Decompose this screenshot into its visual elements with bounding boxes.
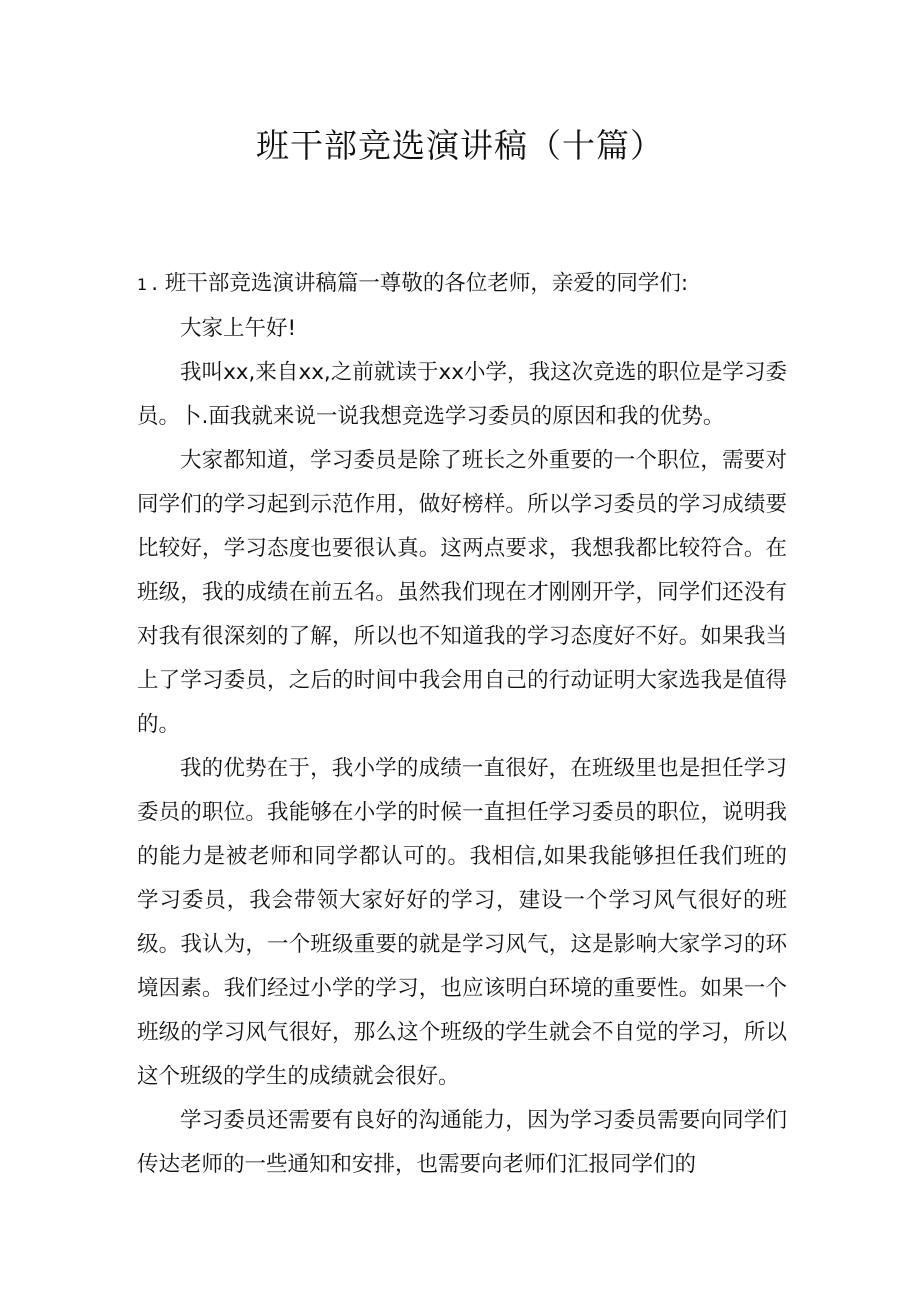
- document-body: [137, 262, 787, 1187]
- paragraph-1-text: . 班干部竞选演讲稿篇一尊敬的各位老师，亲爱的同学们:: [151, 271, 689, 296]
- paragraph-3: 我叫xx,来自xx,之前就读于xx小学，我这次竞选的职位是学习委员。卜.面我就来说一说我想竞选学习委员的原因和我的优势。: [137, 360, 787, 429]
- paragraph-6: 学习委员还需要有良好的沟通能力，因为学习委员需要向同学们传达老师的一些通知和安排，也需要向老师们汇报同学们的: [137, 1108, 787, 1177]
- list-number: 1: [137, 275, 148, 294]
- paragraph-5: 我的优势在于，我小学的成绩一直很好，在班级里也是担任学习委员的职位。我能够在小学的时候一直担任学习委员的职位，说明我的能力是被老师和同学都认可的。我相信,如果我能够担任我们班的学习委员，我会带领大家好好的学习，建设一个学习风气很好的班级。我认为，一个班级重要的就是学习风气，这是影响大家学习的环境因素。我们经过小学的学习，也应该明白环境的重要性。如果一个班级的学习风气很好，那么这个班级的学生就会不自觉的学习，所以这个班级的学生的成绩就会很好。: [137, 756, 787, 1089]
- paragraph-1: [137, 262, 787, 307]
- document-title: 班干部竞选演讲稿（十篇）: [256, 126, 664, 165]
- paragraph-2: 大家上午好!: [180, 316, 297, 341]
- paragraph-4: 大家都知道，学习委员是除了班长之外重要的一个职位，需要对同学们的学习起到示范作用，做好榜样。所以学习委员的学习成绩要比较好，学习态度也要很认真。这两点要求，我想我都比较符合。在班级，我的成绩在前五名。虽然我们现在才刚刚开学，同学们还没有对我有很深刻的了解，所以也不知道我的学习态度好不好。如果我当上了学习委员，之后的时间中我会用自己的行动证明大家选我是值得的。: [137, 448, 787, 737]
